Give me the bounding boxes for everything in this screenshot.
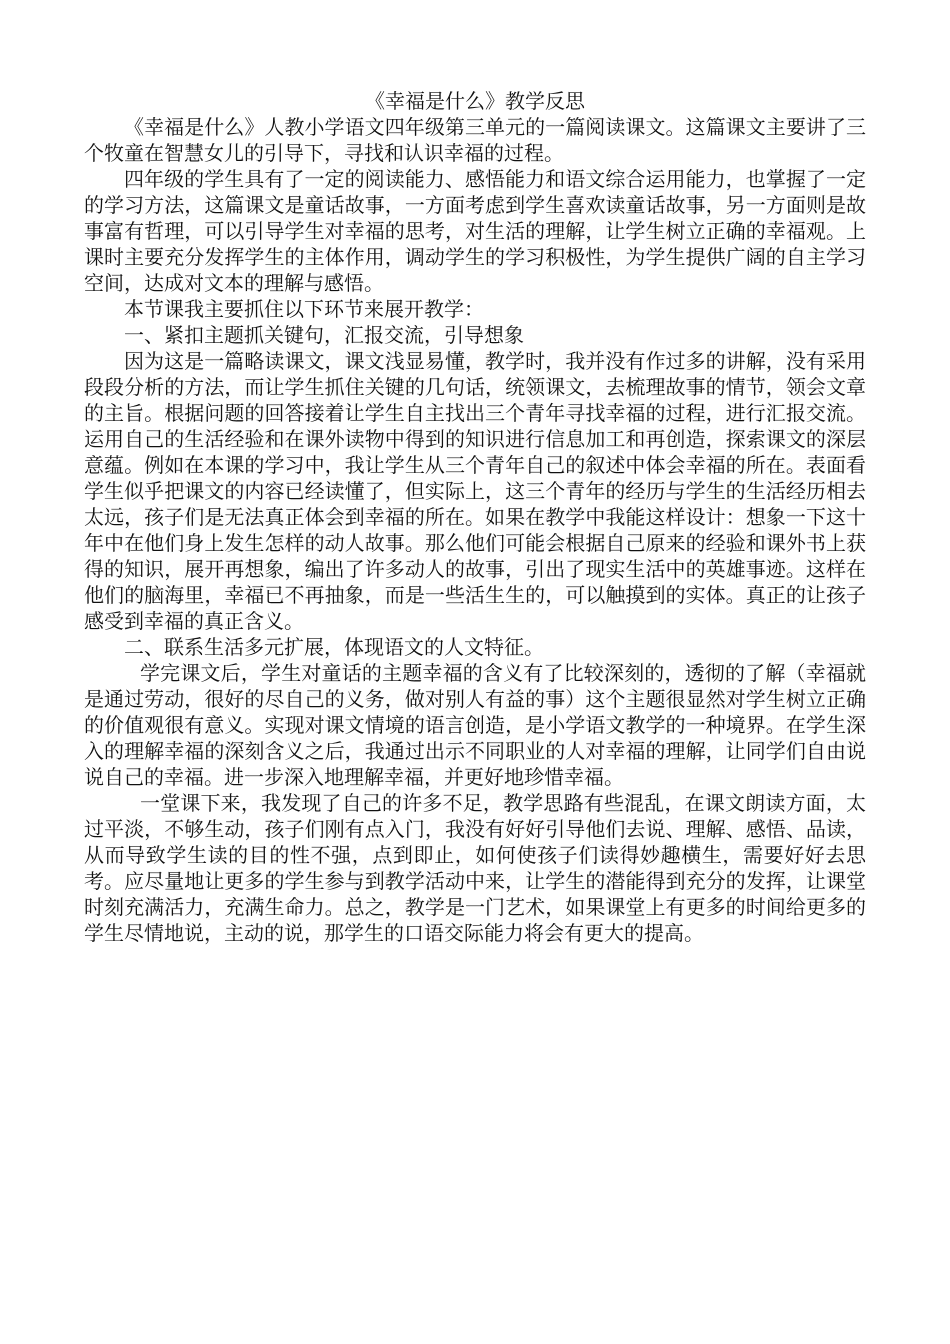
paragraph-intro: 《幸福是什么》人教小学语文四年级第三单元的一篇阅读课文。这篇课文主要讲了三个牧童在智慧女儿的引导下，寻找和认识幸福的过程。 bbox=[84, 115, 866, 165]
paragraph-outline: 本节课我主要抓住以下环节来展开教学： bbox=[124, 297, 484, 321]
section-heading-2: 二、联系生活多元扩展，体现语文的人文特征。 bbox=[124, 635, 544, 659]
paragraph-section-1: 因为这是一篇略读课文，课文浅显易懂，教学时，我并没有作过多的讲解，没有采用段段分析的方法，而让学生抓住关键的几句话，统领课文，去梳理故事的情节，领会文章的主旨。根据问题的回答接着让学生自主找出三个青年寻找幸福的过程，进行汇报交流。运用自己的生活经验和在课外读物中得到的知识进行信息加工和再创造，探索课文的深层意蕴。例如在本课的学习中，我让学生从三个青年自己的叙述中体会幸福的所在。表面看学生似乎把课文的内容已经读懂了，但实际上，这三个青年的经历与学生的生活经历相去太远，孩子们是无法真正体会到幸福的所在。如果在教学中我能这样设计：想象一下这十年中在他们身上发生怎样的动人故事。那么他们可能会根据自己原来的经验和课外书上获得的知识，展开再想象，编出了许多动人的故事，引出了现实生活中的英雄事迹。这样在他们的脑海里，幸福已不再抽象，而是一些活生生的，可以触摸到的实体。真正的让孩子感受到幸福的真正含义。 bbox=[84, 349, 866, 633]
document-title: 《幸福是什么》教学反思 bbox=[365, 89, 585, 113]
paragraph-reflection: 一堂课下来，我发现了自己的许多不足，教学思路有些混乱，在课文朗读方面，太过平淡，不够生动，孩子们刚有点入门，我没有好好引导他们去说、理解、感悟、品读，从而导致学生读的目的性不强，点到即止，如何使孩子们读得妙趣横生，需要好好去思考。应尽量地让更多的学生参与到教学活动中来，让学生的潜能得到充分的发挥，让课堂时刻充满活力，充满生命力。总之，教学是一门艺术，如果课堂上有更多的时间给更多的学生尽情地说，主动的说，那学生的口语交际能力将会有更大的提高。 bbox=[84, 791, 866, 945]
section-heading-1: 一、紧扣主题抓关键句，汇报交流，引导想象 bbox=[124, 323, 524, 347]
document-page bbox=[84, 88, 866, 946]
paragraph-section-2: 学完课文后，学生对童话的主题幸福的含义有了比较深刻的，透彻的了解（幸福就是通过劳动，很好的尽自己的义务，做对别人有益的事）这个主题很显然对学生树立正确的价值观很有意义。实现对课文情境的语言创造，是小学语文教学的一种境界。在学生深入的理解幸福的深刻含义之后，我通过出示不同职业的人对幸福的理解，让同学们自由说说自己的幸福。进一步深入地理解幸福，并更好地珍惜幸福。 bbox=[84, 661, 866, 789]
paragraph-background: 四年级的学生具有了一定的阅读能力、感悟能力和语文综合运用能力，也掌握了一定的学习方法，这篇课文是童话故事，一方面考虑到学生喜欢读童话故事，另一方面则是故事富有哲理，可以引导学生对幸福的思考，对生活的理解，让学生树立正确的幸福观。上课时主要充分发挥学生的主体作用，调动学生的学习积极性，为学生提供广阔的自主学习空间，达成对文本的理解与感悟。 bbox=[84, 167, 866, 295]
